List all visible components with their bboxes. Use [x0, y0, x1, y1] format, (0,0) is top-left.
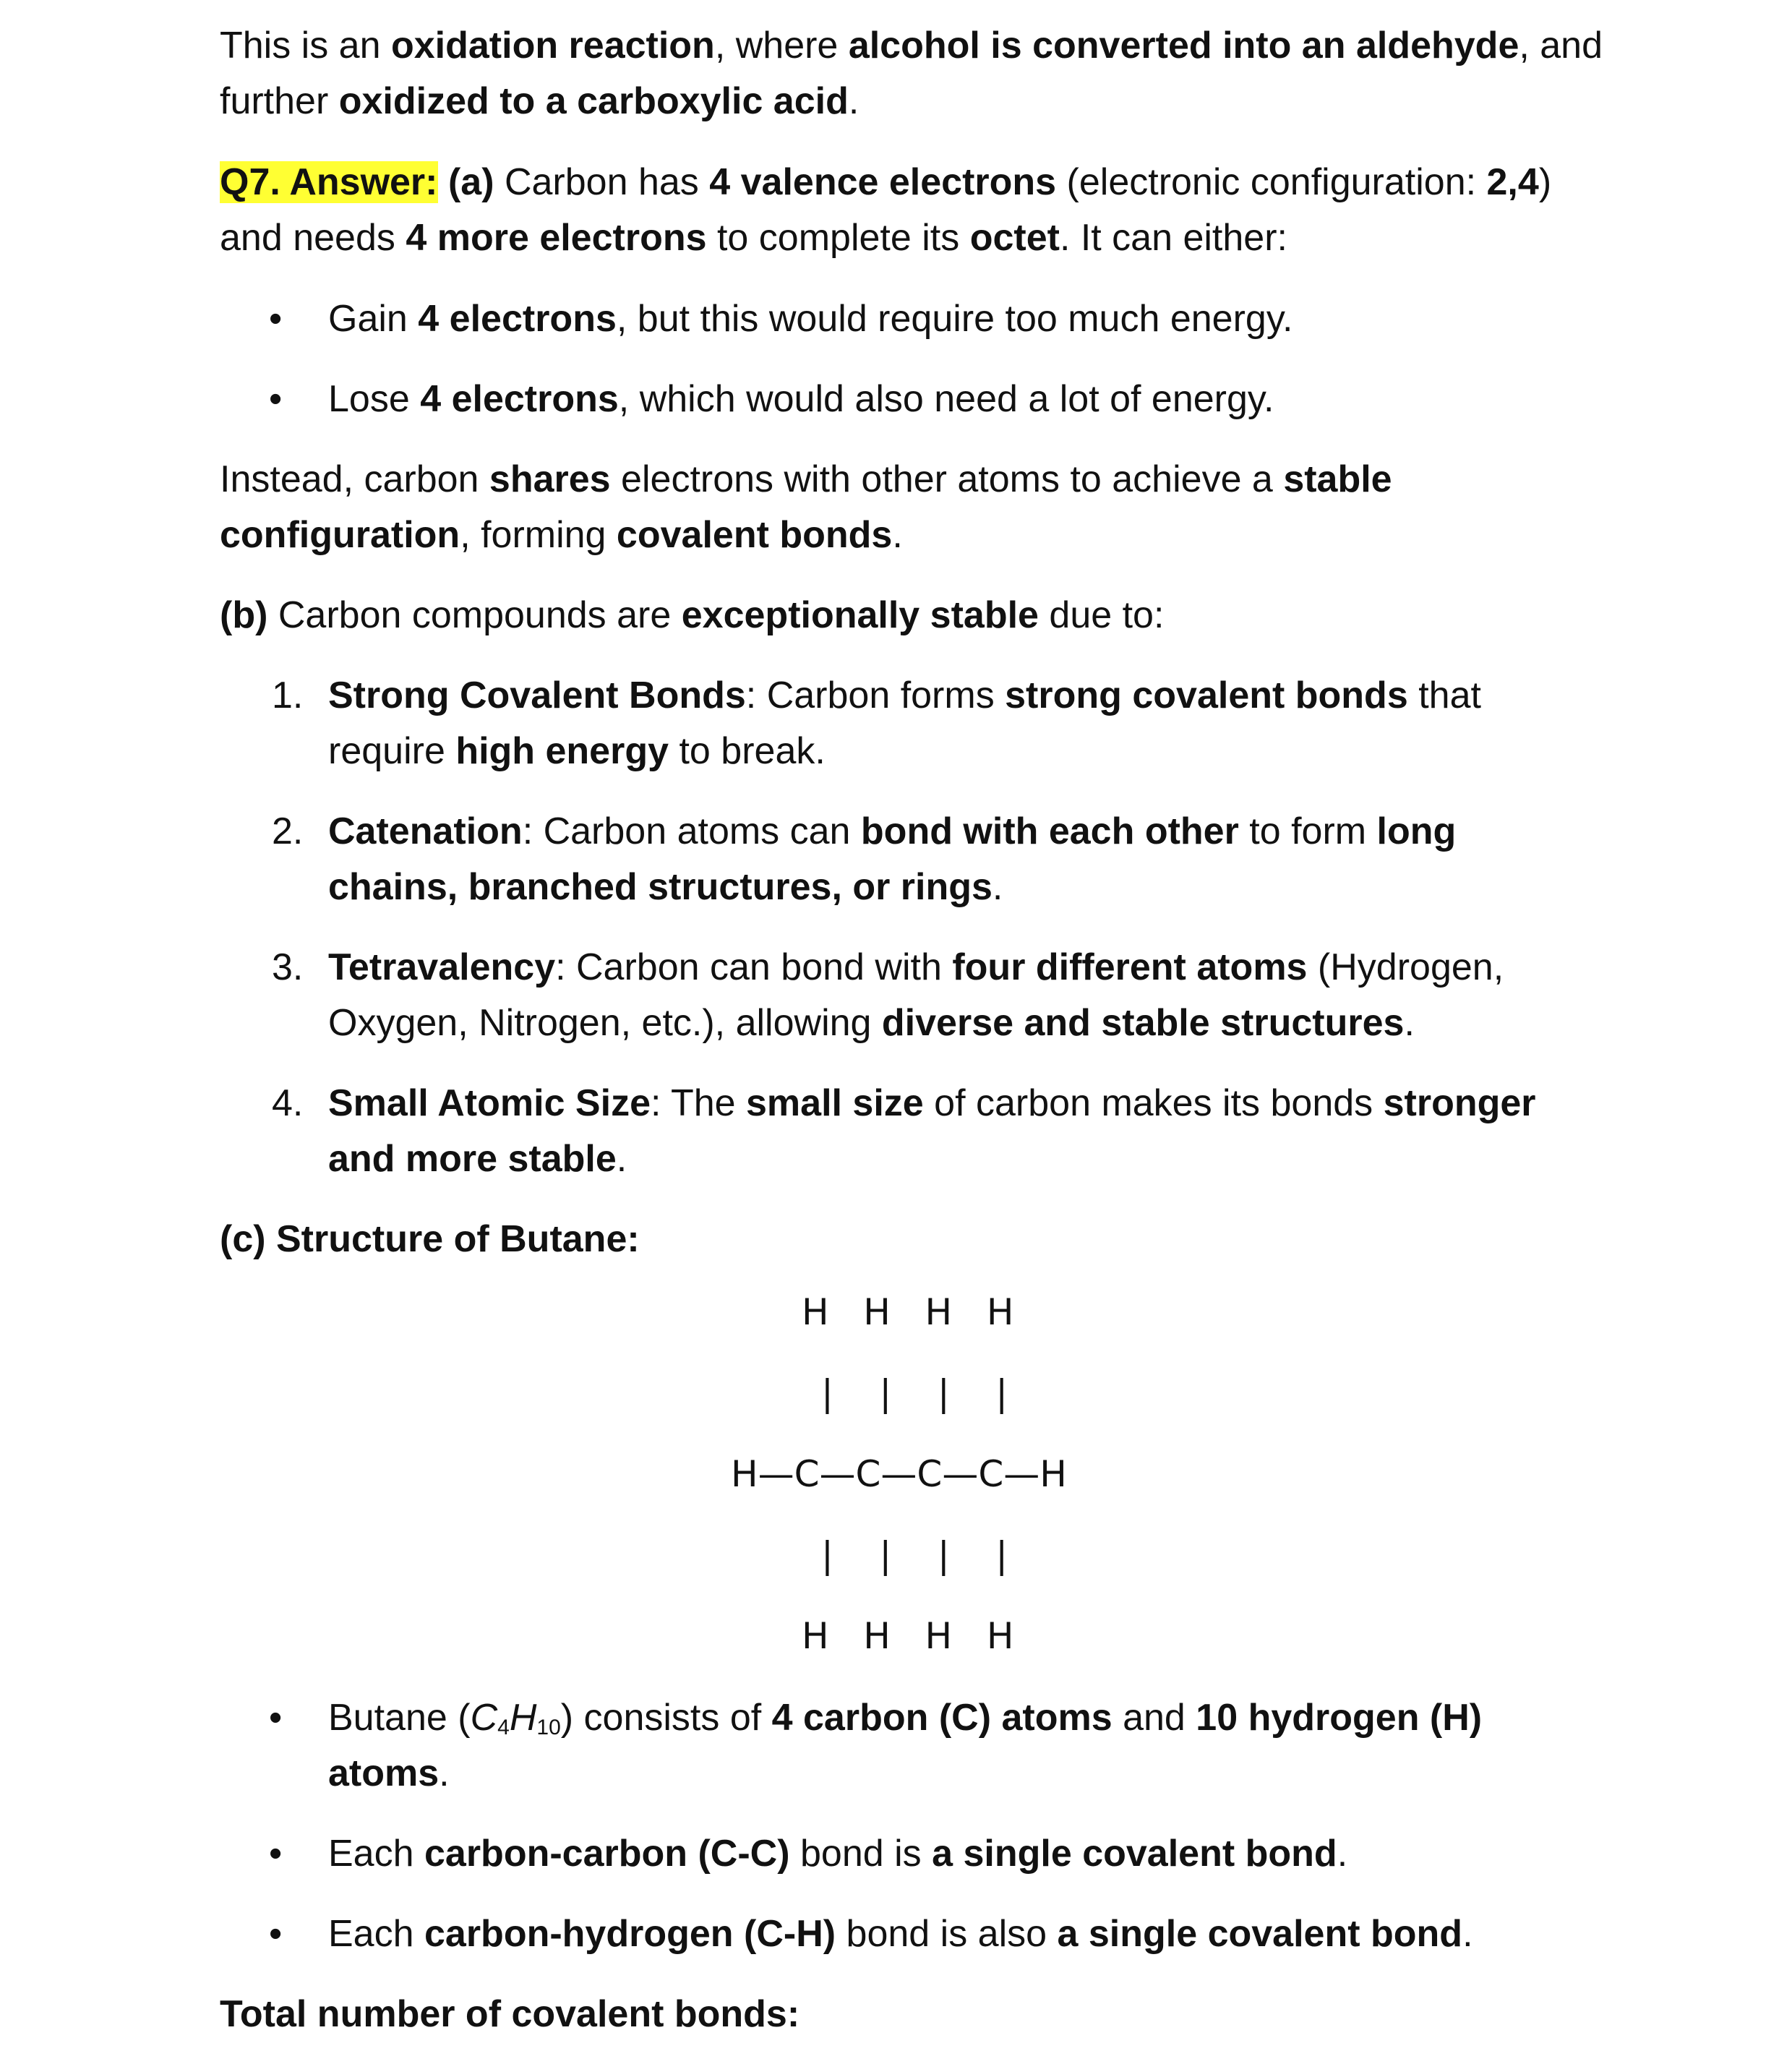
list-item-continued: require high energy to break. [328, 730, 826, 772]
bullet-marker: • [269, 298, 283, 340]
q7-a-line-1: Q7. Answer: (a) Carbon has 4 valence electrons (electronic configuration: 2,4) [220, 161, 1552, 203]
list-item-continued: and more stable. [328, 1138, 627, 1180]
bullet-marker: • [269, 1913, 283, 1955]
total-bonds-heading: Total number of covalent bonds: [220, 1993, 800, 2035]
structure-bottom-bonds: | | | | [821, 1534, 1008, 1576]
list-item: Small Atomic Size: The small size of carbon makes its bonds stronger [328, 1082, 1536, 1124]
bullet-marker: • [269, 1833, 283, 1875]
list-item: Each carbon-carbon (C-C) bond is a single covalent bond. [328, 1833, 1348, 1875]
list-item-continued: chains, branched structures, or rings. [328, 866, 1003, 908]
structure-bottom-hydrogens: H H H H [802, 1615, 1014, 1657]
structure-top-bonds: | | | | [821, 1372, 1008, 1414]
intro-line-2: further oxidized to a carboxylic acid. [220, 80, 859, 122]
list-item: Gain 4 electrons, but this would require too much energy. [328, 298, 1293, 340]
list-item: Tetravalency: Carbon can bond with four different atoms (Hydrogen, [328, 946, 1504, 988]
q7-a-after-line-1: Instead, carbon shares electrons with other atoms to achieve a stable [220, 458, 1392, 500]
list-number: 4. [272, 1082, 304, 1124]
list-number: 3. [272, 946, 304, 988]
list-item: Strong Covalent Bonds: Carbon forms strong covalent bonds that [328, 675, 1481, 716]
list-item: Butane $(C_4H_{10})$ consists of 4 carbon (C) atoms and 10 hydrogen (H) [328, 1697, 1483, 1739]
intro-line-1: This is an oxidation reaction, where alcohol is converted into an aldehyde, and [220, 25, 1603, 67]
list-item-continued: atoms. [328, 1752, 450, 1794]
q7-answer-label: Q7. Answer: [220, 161, 438, 203]
structure-carbon-chain: H—C—C—C—C—H [731, 1453, 1067, 1495]
bullet-marker: • [269, 378, 283, 420]
list-item-continued: Oxygen, Nitrogen, etc.), allowing diverse and stable structures. [328, 1002, 1415, 1044]
list-item: Catenation: Carbon atoms can bond with each other to form long [328, 810, 1457, 852]
structure-top-hydrogens: H H H H [802, 1291, 1014, 1333]
q7-c-heading: (c) Structure of Butane: [220, 1218, 640, 1260]
q7-a-line-2: and needs 4 more electrons to complete its octet. It can either: [220, 217, 1287, 259]
list-number: 1. [272, 675, 304, 716]
bullet-marker: • [269, 1697, 283, 1739]
list-item: Each carbon-hydrogen (C-H) bond is also a single covalent bond. [328, 1913, 1473, 1955]
q7-a-after-line-2: configuration, forming covalent bonds. [220, 514, 903, 556]
q7-b-line-1: (b) Carbon compounds are exceptionally stable due to: [220, 594, 1165, 636]
list-item: Lose 4 electrons, which would also need a lot of energy. [328, 378, 1274, 420]
list-number: 2. [272, 810, 304, 852]
